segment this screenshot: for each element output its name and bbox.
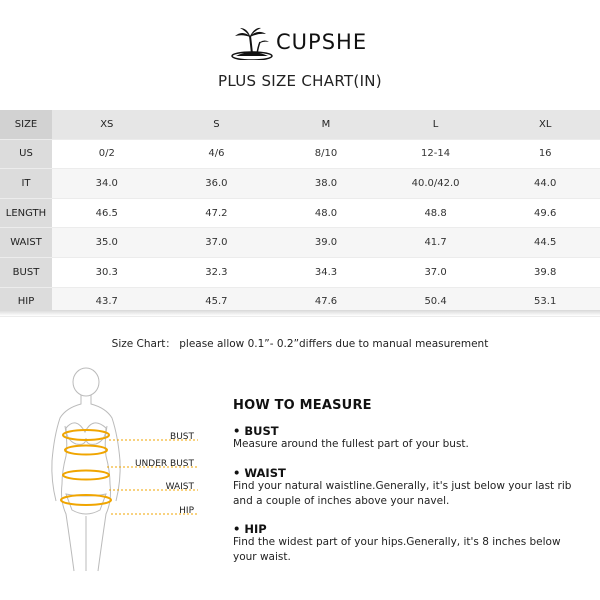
brand-logo <box>0 26 600 60</box>
table-cell: 8/10 <box>271 139 381 169</box>
hip-section-title: • HIP <box>233 522 267 536</box>
row-label: LENGTH <box>0 198 52 228</box>
table-cell: 53.1 <box>490 287 600 317</box>
header-cell: XL <box>490 110 600 139</box>
table-cell: 12-14 <box>381 139 491 169</box>
waist-label: WAIST <box>165 482 194 492</box>
table-row <box>0 257 600 287</box>
table-cell: 48.0 <box>271 198 381 228</box>
table-cell: 16 <box>490 139 600 169</box>
table-cell: 36.0 <box>162 169 272 199</box>
table-cell: 44.0 <box>490 169 600 199</box>
table-header-row <box>0 110 600 139</box>
table-row <box>0 228 600 258</box>
waist-section-body: Find your natural waistline.Generally, it's just below your last rib and a couple of inches above your navel. <box>233 480 572 507</box>
table-cell: 32.3 <box>162 257 272 287</box>
header-cell: M <box>271 110 381 139</box>
row-label: WAIST <box>0 228 52 258</box>
table-cell: 0/2 <box>52 139 162 169</box>
chart-title: PLUS SIZE CHART(IN) <box>218 72 382 90</box>
table-cell: 46.5 <box>52 198 162 228</box>
table-cell: 37.0 <box>381 257 491 287</box>
body-silhouette-icon <box>48 366 208 596</box>
row-label: IT <box>0 169 52 199</box>
table-cell: 45.7 <box>162 287 272 317</box>
table-row <box>0 169 600 199</box>
waist-section-title: • WAIST <box>233 466 286 480</box>
table-cell: 43.7 <box>52 287 162 317</box>
table-cell: 47.6 <box>271 287 381 317</box>
brand-name: CUPSHE <box>276 30 368 54</box>
table-cell: 38.0 <box>271 169 381 199</box>
table-cell: 48.8 <box>381 198 491 228</box>
size-chart-table <box>0 110 600 317</box>
bust-section-body: Measure around the fullest part of your bust. <box>233 438 469 450</box>
table-cell: 49.6 <box>490 198 600 228</box>
bust-section-title: • BUST <box>233 424 279 438</box>
row-label: BUST <box>0 257 52 287</box>
table-cell: 39.0 <box>271 228 381 258</box>
table-cell: 34.0 <box>52 169 162 199</box>
under-bust-label: UNDER BUST <box>134 459 194 469</box>
bust-label: BUST <box>170 432 194 442</box>
hip-section-body: Find the widest part of your hips.Generally, it's 8 inches below your waist. <box>233 536 561 563</box>
row-label: US <box>0 139 52 169</box>
body-measurement-figure <box>48 366 208 596</box>
header-cell: S <box>162 110 272 139</box>
table-cell: 4/6 <box>162 139 272 169</box>
table-row <box>0 139 600 169</box>
row-label: HIP <box>0 287 52 317</box>
header-cell: L <box>381 110 491 139</box>
table-cell: 34.3 <box>271 257 381 287</box>
hip-label: HIP <box>179 506 194 516</box>
table-cell: 41.7 <box>381 228 491 258</box>
table-cell: 35.0 <box>52 228 162 258</box>
measurement-note: Size Chart： please allow 0.1”- 0.2”differs due to manual measurement <box>111 338 489 350</box>
table-cell: 44.5 <box>490 228 600 258</box>
header-cell: XS <box>52 110 162 139</box>
table-row <box>0 198 600 228</box>
table-cell: 47.2 <box>162 198 272 228</box>
how-to-measure-title: HOW TO MEASURE <box>233 398 372 413</box>
table-cell: 37.0 <box>162 228 272 258</box>
table-cell: 39.8 <box>490 257 600 287</box>
table-cell: 40.0/42.0 <box>381 169 491 199</box>
header-cell: SIZE <box>0 110 52 139</box>
palm-island-icon <box>230 26 274 60</box>
table-cell: 30.3 <box>52 257 162 287</box>
divider-shadow <box>0 310 600 316</box>
table-cell: 50.4 <box>381 287 491 317</box>
